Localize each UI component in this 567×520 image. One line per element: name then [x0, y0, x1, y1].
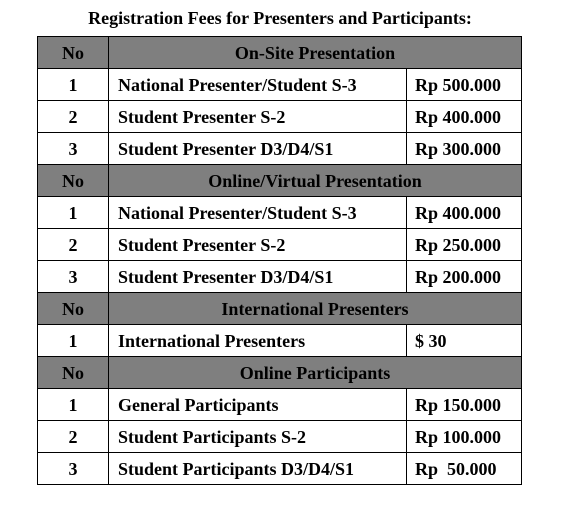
category-name: National Presenter/Student S-3 — [109, 197, 407, 229]
category-name: Student Presenter D3/D4/S1 — [109, 133, 407, 165]
category-name: National Presenter/Student S-3 — [109, 69, 407, 101]
fee-amount: Rp 300.000 — [407, 133, 522, 165]
table-row — [38, 101, 522, 133]
section-title: Online Participants — [109, 357, 522, 389]
table-row — [38, 389, 522, 421]
category-name: Student Presenter D3/D4/S1 — [109, 261, 407, 293]
row-number: 3 — [38, 261, 109, 293]
table-row — [38, 69, 522, 101]
row-number: 1 — [38, 197, 109, 229]
fee-amount: Rp 200.000 — [407, 261, 522, 293]
column-header-no: No — [38, 293, 109, 325]
section-header-online-virtual — [38, 165, 522, 197]
fee-amount: $ 30 — [407, 325, 522, 357]
row-number: 1 — [38, 325, 109, 357]
table-row — [38, 133, 522, 165]
section-header-onsite — [38, 37, 522, 69]
fee-amount: Rp 400.000 — [407, 101, 522, 133]
category-name: International Presenters — [109, 325, 407, 357]
table-row — [38, 453, 522, 485]
row-number: 1 — [38, 69, 109, 101]
row-number: 3 — [38, 453, 109, 485]
row-number: 1 — [38, 389, 109, 421]
fee-amount: Rp 100.000 — [407, 421, 522, 453]
fee-amount: Rp 250.000 — [407, 229, 522, 261]
category-name: Student Presenter S-2 — [109, 229, 407, 261]
row-number: 3 — [38, 133, 109, 165]
table-row — [38, 197, 522, 229]
section-title: International Presenters — [109, 293, 522, 325]
table-row — [38, 229, 522, 261]
section-title: Online/Virtual Presentation — [109, 165, 522, 197]
fees-table — [37, 36, 522, 485]
page-title: Registration Fees for Presenters and Participants: — [88, 8, 472, 28]
section-header-international — [38, 293, 522, 325]
fee-amount: Rp 50.000 — [407, 453, 522, 485]
section-title: On-Site Presentation — [109, 37, 522, 69]
category-name: Student Participants S-2 — [109, 421, 407, 453]
table-row — [38, 261, 522, 293]
column-header-no: No — [38, 37, 109, 69]
row-number: 2 — [38, 229, 109, 261]
row-number: 2 — [38, 101, 109, 133]
row-number: 2 — [38, 421, 109, 453]
table-row — [38, 421, 522, 453]
table-row — [38, 325, 522, 357]
fee-amount: Rp 400.000 — [407, 197, 522, 229]
fee-amount: Rp 500.000 — [407, 69, 522, 101]
column-header-no: No — [38, 357, 109, 389]
column-header-no: No — [38, 165, 109, 197]
section-header-online-participants — [38, 357, 522, 389]
category-name: General Participants — [109, 389, 407, 421]
fee-amount: Rp 150.000 — [407, 389, 522, 421]
category-name: Student Participants D3/D4/S1 — [109, 453, 407, 485]
category-name: Student Presenter S-2 — [109, 101, 407, 133]
